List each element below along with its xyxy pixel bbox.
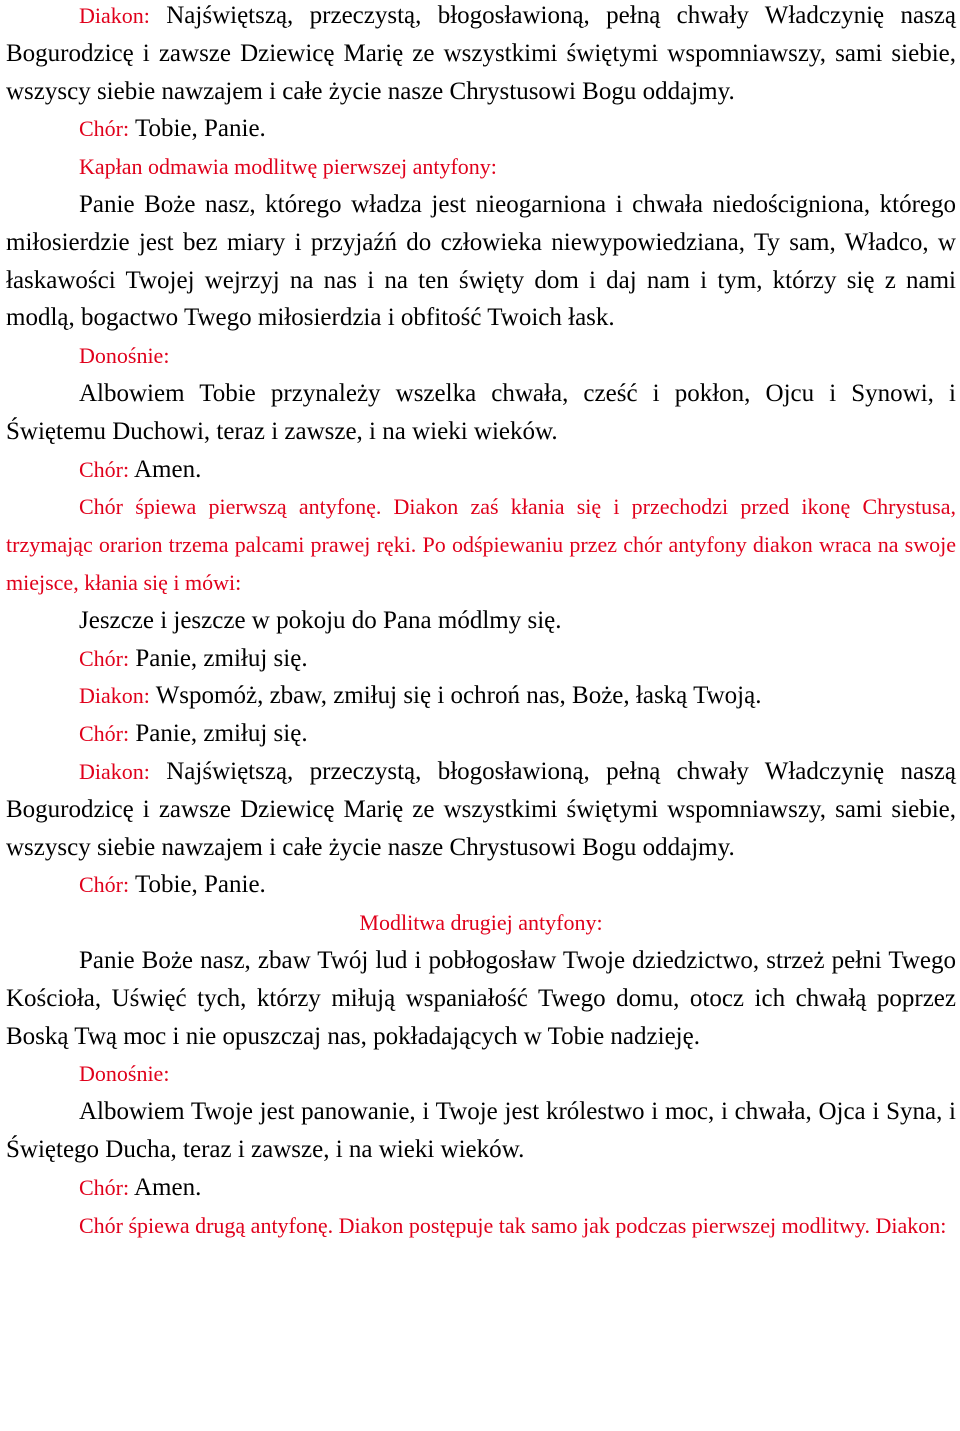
rubric-paragraph: Chór śpiewa drugą antyfonę. Diakon postępuje tak samo jak podczas pierwszej modlitwy. Diakon: [79, 1212, 947, 1238]
paragraph-text: Amen. [134, 455, 202, 483]
paragraph-text: Panie, zmiłuj się. [135, 644, 308, 672]
paragraph-text: Najświętszą, przeczystą, błogosławioną, pełną chwały Władczynię naszą Bogurodzicę i zawsze Dziewicę Marię ze wszystkimi świętymi wspomniawszy, sami siebie, wszyscy siebie nawzajem i całe życie nasze Chrystusowi Bogu oddajmy. [6, 2, 956, 105]
choir-response [6, 110, 956, 148]
speaker-label: Diakon: [79, 3, 150, 28]
paragraph-text: Najświętszą, przeczystą, błogosławioną, pełną chwały Władczynię naszą Bogurodzicę i zawsze Dziewicę Marię ze wszystkimi świętymi wspomniawszy, sami siebie, wszyscy siebie nawzajem i całe życie nasze Chrystusowi Bogu oddajmy. [6, 757, 956, 861]
rubric-heading: Kapłan odmawia modlitwę pierwszej antyfony: [79, 154, 497, 180]
speaker-label: Diakon: [79, 758, 150, 784]
doxology-paragraph: Albowiem Tobie przynależy wszelka chwała, cześć i pokłon, Ojcu i Synowi, i Świętemu Duchowi, teraz i zawsze, i na wieki wieków. [6, 379, 956, 445]
choir-response [6, 715, 956, 753]
speaker-label: Chór: [79, 872, 130, 898]
paragraph-text: Amen. [134, 1173, 202, 1201]
paragraph-text: Panie, zmiłuj się. [135, 720, 308, 748]
document-page [6, 0, 956, 1244]
deacon-litany-paragraph [6, 753, 956, 866]
speaker-label: Chór: [79, 116, 130, 142]
prayer-paragraph: Panie Boże nasz, zbaw Twój lud i pobłogosław Twoje dziedzictwo, strzeż pełni Twego Kościoła, Uświęć tych, którzy miłują wspaniałość Twego domu, otocz ich chwałą poprzez Boską Twą moc i nie opuszczaj nas, pokładających w Tobie nadzieję. [6, 946, 956, 1050]
speaker-label: Chór: [79, 645, 130, 671]
prayer-paragraph: Panie Boże nasz, którego władza jest nieogarniona i chwała niedościgniona, którego miłosierdzie jest bez miary i przyjaźń do człowieka niewypowiedziana, Ty sam, Władco, w łaskawości Twojej wejrzyj na nas i na ten święty dom i daj nam i tym, którzy się z nami modlą, bogactwo Twego miłosierdzia i obfitość Twoich łask. [6, 190, 956, 332]
choir-response [6, 640, 956, 678]
deacon-litany-paragraph [6, 677, 956, 715]
speaker-label: Chór: [79, 721, 130, 747]
rubric-heading: Donośnie: [79, 343, 170, 369]
litany-paragraph: Jeszcze i jeszcze w pokoju do Pana módlmy się. [79, 606, 562, 634]
doxology-paragraph: Albowiem Twoje jest panowanie, i Twoje jest królestwo i moc, i chwała, Ojca i Syna, i Świętego Ducha, teraz i zawsze, i na wieki wieków. [6, 1098, 956, 1163]
choir-response [6, 866, 956, 904]
rubric-paragraph: Chór śpiewa pierwszą antyfonę. Diakon zaś kłania się i przechodzi przed ikonę Chrystusa, trzymając orarion trzema palcami prawej ręki. Po odśpiewaniu przez chór antyfony diakon wraca na swoje miejsce, kłania się i mówi: [6, 494, 956, 595]
speaker-label: Chór: [79, 456, 130, 482]
deacon-litany-paragraph [6, 0, 956, 110]
paragraph-text: Wspomóż, zbaw, zmiłuj się i ochroń nas, Boże, łaską Twoją. [155, 682, 762, 710]
paragraph-text: Tobie, Panie. [134, 871, 266, 899]
choir-response [6, 451, 956, 489]
paragraph-text: Tobie, Panie. [134, 115, 266, 143]
rubric-heading: Modlitwa drugiej antyfony: [359, 910, 603, 936]
rubric-heading: Donośnie: [79, 1061, 170, 1087]
speaker-label: Chór: [79, 1174, 130, 1200]
choir-response [6, 1169, 956, 1207]
speaker-label: Diakon: [79, 683, 150, 709]
